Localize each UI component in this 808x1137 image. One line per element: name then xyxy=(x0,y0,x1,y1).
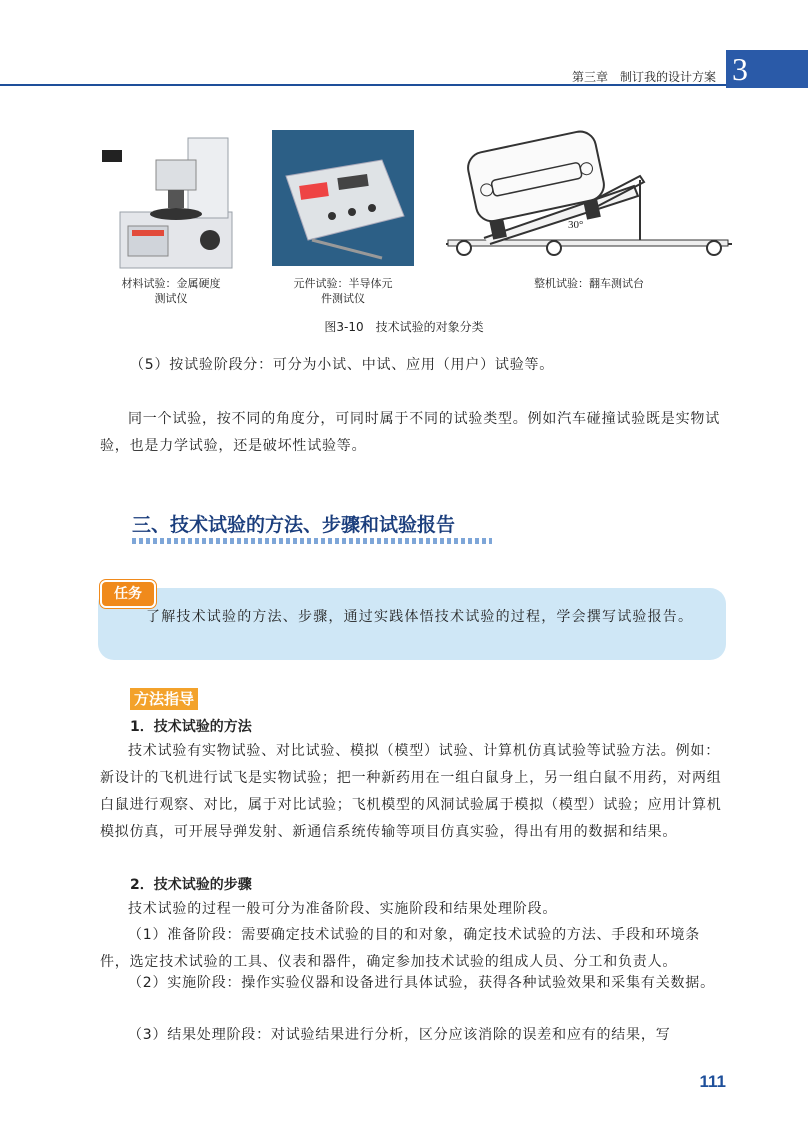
rollover-test-platform-image xyxy=(444,130,734,258)
image-label-rollover xyxy=(444,276,734,291)
chapter-header-title: 第三章 制订我的设计方案 xyxy=(571,70,716,84)
paragraph-test-stage: （5）按试验阶段分：可分为小试、中试、应用（用户）试验等。 xyxy=(130,357,555,373)
task-text: 了解技术试验的方法、步骤，通过实践体悟技术试验的过程，学会撰写试验报告。 xyxy=(146,609,694,625)
section-title: 三、技术试验的方法、步骤和试验报告 xyxy=(132,514,456,536)
header-rule xyxy=(0,84,726,86)
semiconductor-tester-image xyxy=(272,130,414,266)
figure-caption: 图3-10 技术试验的对象分类 xyxy=(324,320,484,334)
image-label-hardness-line2: 测试仪 xyxy=(154,292,188,305)
image-label-hardness xyxy=(96,276,246,306)
chapter-number-tab: 3 xyxy=(726,50,808,88)
steps-implementation: （2）实施阶段：操作实验仪器和设备进行具体试验，获得各种试验效果和采集有关数据。 xyxy=(128,975,715,991)
rollover-angle-label: 30° xyxy=(568,219,584,231)
image-label-semiconductor xyxy=(272,276,414,306)
steps-intro: 技术试验的过程一般可分为准备阶段、实施阶段和结果处理阶段。 xyxy=(128,901,558,917)
image-label-semiconductor-line1: 元件试验：半导体元 xyxy=(293,277,393,290)
steps-result-processing: （3）结果处理阶段：对试验结果进行分析，区分应该消除的误差和应有的结果，写 xyxy=(128,1027,671,1043)
method-heading-1: 1．技术试验的方法 xyxy=(130,719,252,735)
method-heading-2: 2．技术试验的步骤 xyxy=(130,877,252,893)
page-number: 111 xyxy=(699,1072,726,1091)
steps-preparation: （1）准备阶段：需要确定技术试验的目的和对象，确定技术试验的方法、手段和环境条件，选定技术试验的工具、仪表和器件，确定参加技术试验的组成人员、分工和负责人。 xyxy=(100,927,701,970)
image-label-semiconductor-line2: 件测试仪 xyxy=(321,292,365,305)
image-label-rollover-line1: 整机试验：翻车测试台 xyxy=(534,277,644,290)
method-guide-badge: 方法指导 xyxy=(130,688,198,710)
method-paragraph-methods: 技术试验有实物试验、对比试验、模拟（模型）试验、计算机仿真试验等试验方法。例如：新设计的飞机进行试飞是实物试验；把一种新药用在一组白鼠身上，另一组白鼠不用药，对两组白鼠进行观察、对比，属于对比试验；飞机模型的风洞试验属于模拟（模型）试验；应用计算机模拟仿真，可开展导弹发射、新通信系统传输等项目仿真实验，得出有用的数据和结果。 xyxy=(100,743,722,840)
section-title-underline xyxy=(132,538,492,544)
paragraph-multi-type: 同一个试验，按不同的角度分，可同时属于不同的试验类型。例如汽车碰撞试验既是实物试验，也是力学试验，还是破坏性试验等。 xyxy=(100,411,720,454)
hardness-tester-image xyxy=(96,130,246,272)
image-label-hardness-line1: 材料试验：金属硬度 xyxy=(121,277,221,290)
task-badge: 任务 xyxy=(100,580,156,608)
